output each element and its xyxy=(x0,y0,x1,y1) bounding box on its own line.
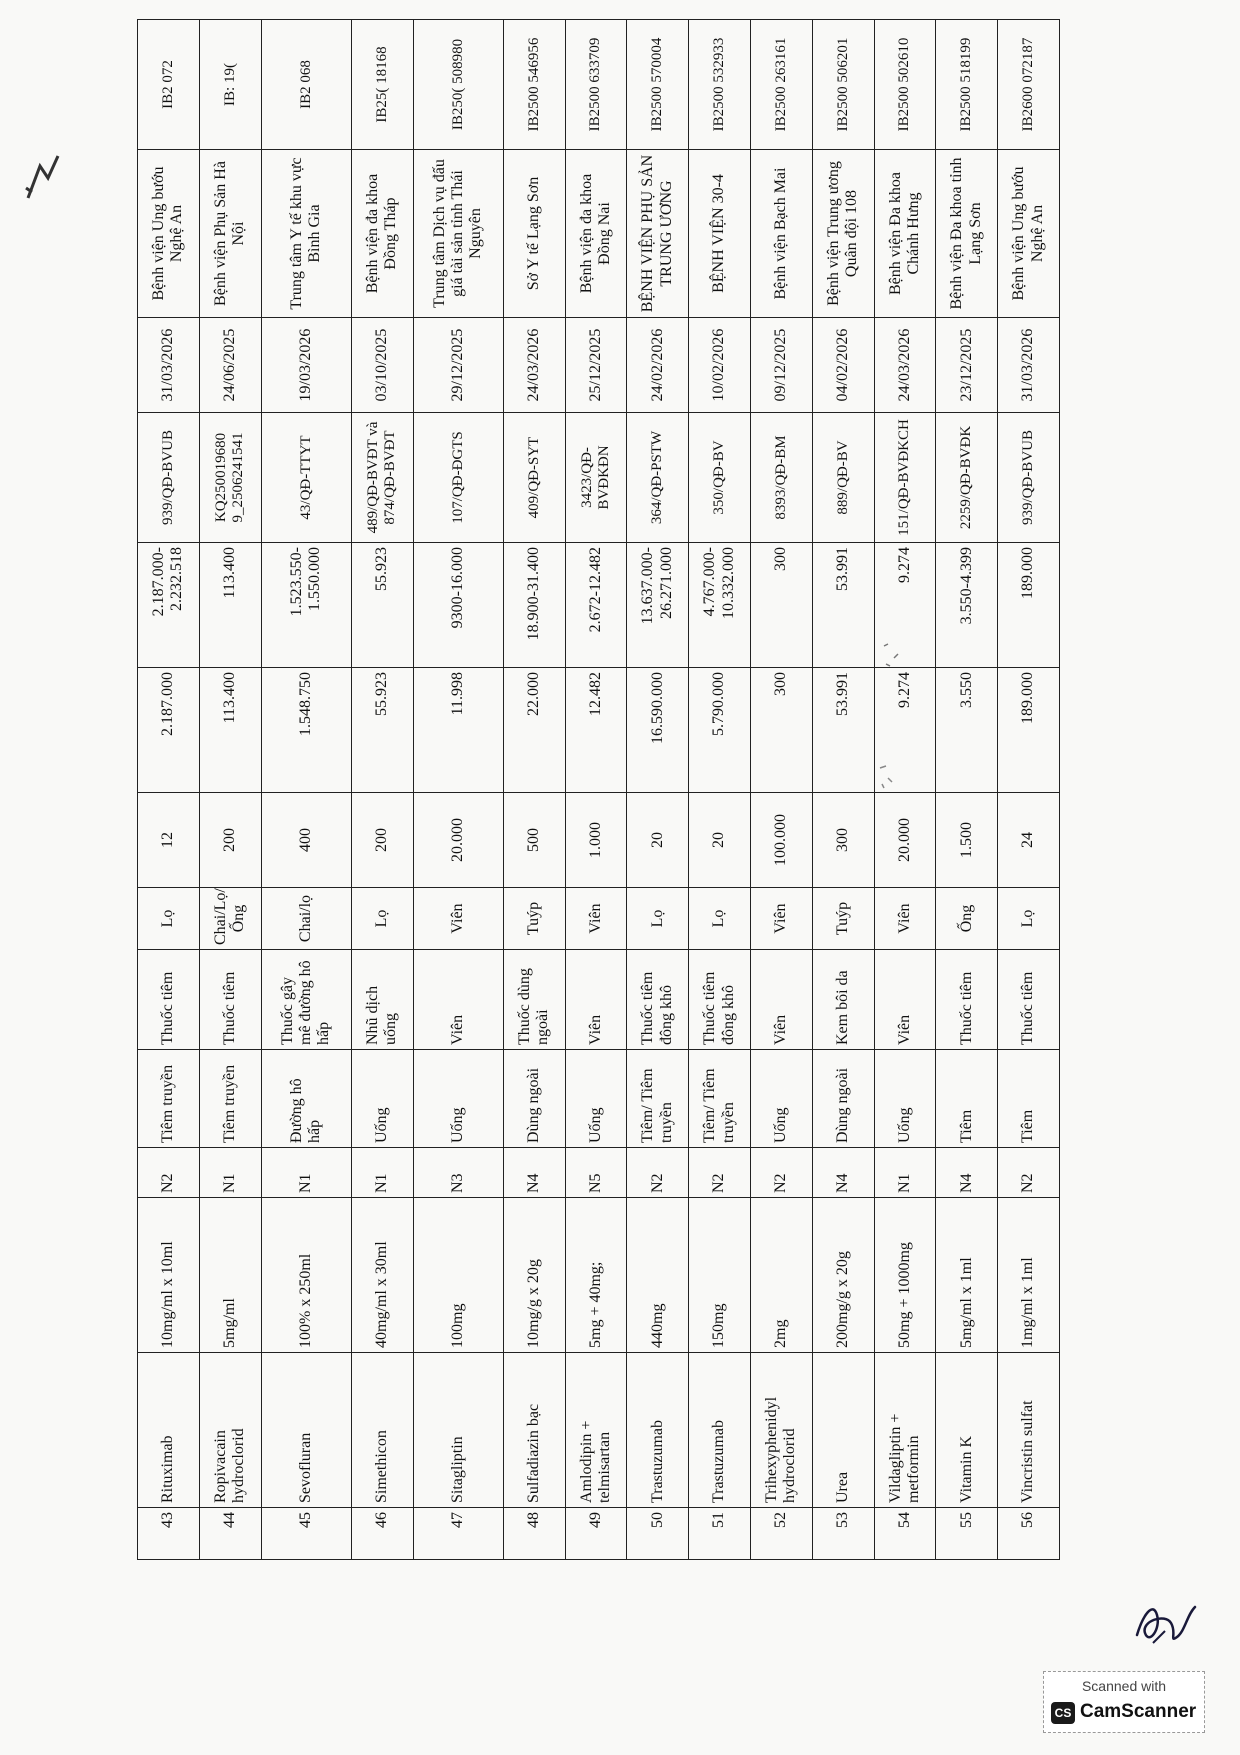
route-cell: Dùng ngoài xyxy=(812,1050,874,1148)
active-ingredient-cell: Trastuzumab xyxy=(689,1353,751,1508)
bid-code-cell: IB2 068 xyxy=(261,20,351,150)
route-cell: Tiêm truyền xyxy=(138,1050,200,1148)
quantity-cell: 24 xyxy=(998,793,1060,888)
bid-code-cell: IB2500 546956 xyxy=(503,20,565,150)
winning-price-cell: 189.000 xyxy=(998,668,1060,793)
pen-mark-icon xyxy=(18,148,64,210)
route-cell: Uống xyxy=(874,1050,936,1148)
group-cell: N4 xyxy=(936,1148,998,1198)
active-ingredient-cell: Vildagliptin + metformin xyxy=(874,1353,936,1508)
strength-cell: 100% x 250ml xyxy=(261,1198,351,1353)
price-range-cell: 9.274 xyxy=(874,543,936,668)
winning-price-cell: 2.187.000 xyxy=(138,668,200,793)
route-cell: Uống xyxy=(413,1050,503,1148)
price-range-cell: 4.767.000-10.332.000 xyxy=(689,543,751,668)
facility-cell: Trung tâm Dịch vụ đấu giá tài sản tỉnh Thái Nguyên xyxy=(413,150,503,318)
price-range-cell: 55.923 xyxy=(351,543,413,668)
strength-cell: 200mg/g x 20g xyxy=(812,1198,874,1353)
route-cell: Tiêm xyxy=(998,1050,1060,1148)
group-cell: N2 xyxy=(998,1148,1060,1198)
unit-cell: Viên xyxy=(565,888,627,950)
decision-number-cell: 409/QĐ-SYT xyxy=(503,413,565,543)
route-cell: Tiêm xyxy=(936,1050,998,1148)
quantity-cell: 300 xyxy=(812,793,874,888)
row-number: 43 xyxy=(138,1508,200,1560)
group-cell: N1 xyxy=(199,1148,261,1198)
table-row xyxy=(199,20,261,1560)
quantity-cell: 1.000 xyxy=(565,793,627,888)
route-cell: Uống xyxy=(751,1050,813,1148)
active-ingredient-cell: Urea xyxy=(812,1353,874,1508)
table-row xyxy=(351,20,413,1560)
dosage-form-cell: Thuốc tiêm xyxy=(936,950,998,1050)
price-range-cell: 53.991 xyxy=(812,543,874,668)
facility-cell: BỆNH VIỆN PHỤ SẢN TRUNG ƯƠNG xyxy=(627,150,689,318)
group-cell: N3 xyxy=(413,1148,503,1198)
speck-icon xyxy=(880,640,906,670)
row-number: 54 xyxy=(874,1508,936,1560)
quantity-cell: 1.500 xyxy=(936,793,998,888)
row-number: 46 xyxy=(351,1508,413,1560)
unit-cell: Viên xyxy=(751,888,813,950)
bid-code-cell: IB2500 506201 xyxy=(812,20,874,150)
row-number: 52 xyxy=(751,1508,813,1560)
row-number: 47 xyxy=(413,1508,503,1560)
table-row xyxy=(565,20,627,1560)
table-row xyxy=(689,20,751,1560)
table-row xyxy=(261,20,351,1560)
strength-cell: 2mg xyxy=(751,1198,813,1353)
facility-cell: Bệnh viện Bạch Mai xyxy=(751,150,813,318)
quantity-cell: 200 xyxy=(199,793,261,888)
quantity-cell: 20 xyxy=(627,793,689,888)
quantity-cell: 500 xyxy=(503,793,565,888)
bid-code-cell: IB2500 633709 xyxy=(565,20,627,150)
drug-bid-table xyxy=(137,19,1060,1560)
decision-number-cell: 350/QĐ-BV xyxy=(689,413,751,543)
quantity-cell: 200 xyxy=(351,793,413,888)
row-number: 44 xyxy=(199,1508,261,1560)
unit-cell: Lọ xyxy=(351,888,413,950)
quantity-cell: 20.000 xyxy=(413,793,503,888)
dosage-form-cell: Kem bôi da xyxy=(812,950,874,1050)
dosage-form-cell: Viên xyxy=(751,950,813,1050)
facility-cell: Bệnh viện Đa khoa Chánh Hưng xyxy=(874,150,936,318)
group-cell: N1 xyxy=(874,1148,936,1198)
decision-number-cell: 939/QĐ-BVUB xyxy=(138,413,200,543)
decision-number-cell: 2259/QĐ-BVĐK xyxy=(936,413,998,543)
table-row xyxy=(998,20,1060,1560)
row-number: 45 xyxy=(261,1508,351,1560)
bid-code-cell: IB2500 532933 xyxy=(689,20,751,150)
row-number: 49 xyxy=(565,1508,627,1560)
active-ingredient-cell: Trihexyphenidyl hydroclorid xyxy=(751,1353,813,1508)
route-cell: Tiêm/ Tiêm truyền xyxy=(689,1050,751,1148)
facility-cell: Sở Y tế Lạng Sơn xyxy=(503,150,565,318)
price-range-cell: 13.637.000-26.271.000 xyxy=(627,543,689,668)
row-number: 50 xyxy=(627,1508,689,1560)
unit-cell: Chai/Lọ/ Ống xyxy=(199,888,261,950)
dosage-form-cell: Thuốc tiêm xyxy=(138,950,200,1050)
bid-code-cell: IB2500 518199 xyxy=(936,20,998,150)
unit-cell: Chai/lọ xyxy=(261,888,351,950)
dosage-form-cell: Thuốc dùng ngoài xyxy=(503,950,565,1050)
facility-cell: Bệnh viện Trung ương Quân đội 108 xyxy=(812,150,874,318)
group-cell: N5 xyxy=(565,1148,627,1198)
price-range-cell: 2.672-12.482 xyxy=(565,543,627,668)
decision-number-cell: 364/QĐ-PSTW xyxy=(627,413,689,543)
active-ingredient-cell: Trastuzumab xyxy=(627,1353,689,1508)
group-cell: N1 xyxy=(261,1148,351,1198)
dosage-form-cell: Nhũ dịch uống xyxy=(351,950,413,1050)
table-row xyxy=(936,20,998,1560)
table-row xyxy=(627,20,689,1560)
decision-number-cell: 43/QĐ-TTYT xyxy=(261,413,351,543)
strength-cell: 40mg/ml x 30ml xyxy=(351,1198,413,1353)
active-ingredient-cell: Rituximab xyxy=(138,1353,200,1508)
quantity-cell: 20.000 xyxy=(874,793,936,888)
dosage-form-cell: Thuốc tiêm xyxy=(199,950,261,1050)
bid-code-cell: IB2500 263161 xyxy=(751,20,813,150)
dosage-form-cell: Viên xyxy=(413,950,503,1050)
group-cell: N2 xyxy=(751,1148,813,1198)
active-ingredient-cell: Amlodipin + telmisartan xyxy=(565,1353,627,1508)
strength-cell: 5mg/ml x 1ml xyxy=(936,1198,998,1353)
speck-icon xyxy=(876,760,900,790)
date-cell: 24/03/2026 xyxy=(503,318,565,413)
route-cell: Dùng ngoài xyxy=(503,1050,565,1148)
group-cell: N2 xyxy=(627,1148,689,1198)
date-cell: 24/03/2026 xyxy=(874,318,936,413)
winning-price-cell: 9.274 xyxy=(874,668,936,793)
bid-code-cell: IB2500 570004 xyxy=(627,20,689,150)
active-ingredient-cell: Simethicon xyxy=(351,1353,413,1508)
facility-cell: Bệnh viện đa khoa Đồng Nai xyxy=(565,150,627,318)
dosage-form-cell: Thuốc gây mê đường hô hấp xyxy=(261,950,351,1050)
winning-price-cell: 5.790.000 xyxy=(689,668,751,793)
row-number: 51 xyxy=(689,1508,751,1560)
strength-cell: 5mg + 40mg; xyxy=(565,1198,627,1353)
quantity-cell: 12 xyxy=(138,793,200,888)
route-cell: Tiêm truyền xyxy=(199,1050,261,1148)
quantity-cell: 400 xyxy=(261,793,351,888)
unit-cell: Lọ xyxy=(998,888,1060,950)
decision-number-cell: 151/QĐ-BVĐKCH xyxy=(874,413,936,543)
facility-cell: Bệnh viện Phụ Sản Hà Nội xyxy=(199,150,261,318)
date-cell: 24/02/2026 xyxy=(627,318,689,413)
price-range-cell: 2.187.000-2.232.518 xyxy=(138,543,200,668)
active-ingredient-cell: Sevofluran xyxy=(261,1353,351,1508)
winning-price-cell: 16.590.000 xyxy=(627,668,689,793)
strength-cell: 1mg/ml x 1ml xyxy=(998,1198,1060,1353)
winning-price-cell: 53.991 xyxy=(812,668,874,793)
strength-cell: 100mg xyxy=(413,1198,503,1353)
bid-code-cell: IB2500 502610 xyxy=(874,20,936,150)
bid-code-cell: IB2600 072187 xyxy=(998,20,1060,150)
group-cell: N2 xyxy=(138,1148,200,1198)
bid-code-cell: IB250( 508980 xyxy=(413,20,503,150)
decision-number-cell: 939/QĐ-BVUB xyxy=(998,413,1060,543)
row-number: 55 xyxy=(936,1508,998,1560)
route-cell: Uống xyxy=(351,1050,413,1148)
strength-cell: 150mg xyxy=(689,1198,751,1353)
price-range-cell: 113.400 xyxy=(199,543,261,668)
strength-cell: 440mg xyxy=(627,1198,689,1353)
table-row xyxy=(413,20,503,1560)
facility-cell: BỆNH VIỆN 30-4 xyxy=(689,150,751,318)
active-ingredient-cell: Sulfadiazin bạc xyxy=(503,1353,565,1508)
winning-price-cell: 12.482 xyxy=(565,668,627,793)
price-range-cell: 18.900-31.400 xyxy=(503,543,565,668)
facility-cell: Trung tâm Y tế khu vực Bình Gia xyxy=(261,150,351,318)
group-cell: N2 xyxy=(689,1148,751,1198)
facility-cell: Bệnh viện Ung bướu Nghệ An xyxy=(998,150,1060,318)
quantity-cell: 20 xyxy=(689,793,751,888)
unit-cell: Ống xyxy=(936,888,998,950)
date-cell: 09/12/2025 xyxy=(751,318,813,413)
price-range-cell: 189.000 xyxy=(998,543,1060,668)
bid-code-cell: IB: 19( xyxy=(199,20,261,150)
price-range-cell: 300 xyxy=(751,543,813,668)
route-cell: Uống xyxy=(565,1050,627,1148)
table-body xyxy=(138,20,1060,1560)
decision-number-cell: 3423/QĐ-BVĐKĐN xyxy=(565,413,627,543)
active-ingredient-cell: Sitagliptin xyxy=(413,1353,503,1508)
date-cell: 29/12/2025 xyxy=(413,318,503,413)
bid-code-cell: IB2 072 xyxy=(138,20,200,150)
facility-cell: Bệnh viện Đa khoa tỉnh Lạng Sơn xyxy=(936,150,998,318)
row-number: 48 xyxy=(503,1508,565,1560)
date-cell: 31/03/2026 xyxy=(138,318,200,413)
strength-cell: 10mg/ml x 10ml xyxy=(138,1198,200,1353)
date-cell: 10/02/2026 xyxy=(689,318,751,413)
dosage-form-cell: Viên xyxy=(565,950,627,1050)
winning-price-cell: 55.923 xyxy=(351,668,413,793)
signature-icon xyxy=(1125,1585,1205,1655)
unit-cell: Lọ xyxy=(627,888,689,950)
unit-cell: Tuýp xyxy=(503,888,565,950)
group-cell: N1 xyxy=(351,1148,413,1198)
date-cell: 19/03/2026 xyxy=(261,318,351,413)
price-range-cell: 9300-16.000 xyxy=(413,543,503,668)
winning-price-cell: 22.000 xyxy=(503,668,565,793)
active-ingredient-cell: Vitamin K xyxy=(936,1353,998,1508)
decision-number-cell: 889/QĐ-BV xyxy=(812,413,874,543)
dosage-form-cell: Thuốc tiêm đông khô xyxy=(627,950,689,1050)
winning-price-cell: 1.548.750 xyxy=(261,668,351,793)
group-cell: N4 xyxy=(812,1148,874,1198)
decision-number-cell: 8393/QĐ-BM xyxy=(751,413,813,543)
table-row xyxy=(751,20,813,1560)
bid-code-cell: IB25( 18168 xyxy=(351,20,413,150)
strength-cell: 50mg + 1000mg xyxy=(874,1198,936,1353)
strength-cell: 5mg/ml xyxy=(199,1198,261,1353)
quantity-cell: 100.000 xyxy=(751,793,813,888)
scanned-with-text: Scanned with xyxy=(1081,1678,1167,1694)
date-cell: 25/12/2025 xyxy=(565,318,627,413)
winning-price-cell: 3.550 xyxy=(936,668,998,793)
date-cell: 23/12/2025 xyxy=(936,318,998,413)
table-row xyxy=(138,20,200,1560)
dosage-form-cell: Viên xyxy=(874,950,936,1050)
table-row xyxy=(503,20,565,1560)
unit-cell: Lọ xyxy=(138,888,200,950)
camscanner-logo-icon: CS xyxy=(1051,1702,1075,1724)
active-ingredient-cell: Ropivacain hydroclorid xyxy=(199,1353,261,1508)
table-row xyxy=(812,20,874,1560)
rotated-page xyxy=(137,20,1060,1560)
price-range-cell: 3.550-4.399 xyxy=(936,543,998,668)
price-range-cell: 1.523.550-1.550.000 xyxy=(261,543,351,668)
facility-cell: Bệnh viện đa khoa Đồng Tháp xyxy=(351,150,413,318)
row-number: 53 xyxy=(812,1508,874,1560)
unit-cell: Lọ xyxy=(689,888,751,950)
active-ingredient-cell: Vincristin sulfat xyxy=(998,1353,1060,1508)
camscanner-brand: CamScanner xyxy=(1080,1701,1197,1722)
dosage-form-cell: Thuốc tiêm xyxy=(998,950,1060,1050)
dosage-form-cell: Thuốc tiêm đông khô xyxy=(689,950,751,1050)
group-cell: N4 xyxy=(503,1148,565,1198)
winning-price-cell: 113.400 xyxy=(199,668,261,793)
date-cell: 03/10/2025 xyxy=(351,318,413,413)
winning-price-cell: 11.998 xyxy=(413,668,503,793)
unit-cell: Viên xyxy=(874,888,936,950)
winning-price-cell: 300 xyxy=(751,668,813,793)
date-cell: 31/03/2026 xyxy=(998,318,1060,413)
row-number: 56 xyxy=(998,1508,1060,1560)
facility-cell: Bệnh viện Ung bướu Nghệ An xyxy=(138,150,200,318)
date-cell: 04/02/2026 xyxy=(812,318,874,413)
route-cell: Tiêm/ Tiêm truyền xyxy=(627,1050,689,1148)
route-cell: Đường hô hấp xyxy=(261,1050,351,1148)
camscanner-watermark xyxy=(1043,1671,1205,1733)
decision-number-cell: 489/QĐ-BVĐT và 874/QĐ-BVĐT xyxy=(351,413,413,543)
unit-cell: Viên xyxy=(413,888,503,950)
unit-cell: Tuýp xyxy=(812,888,874,950)
date-cell: 24/06/2025 xyxy=(199,318,261,413)
strength-cell: 10mg/g x 20g xyxy=(503,1198,565,1353)
decision-number-cell: KQ250019680 9_2506241541 xyxy=(199,413,261,543)
decision-number-cell: 107/QĐ-ĐGTS xyxy=(413,413,503,543)
